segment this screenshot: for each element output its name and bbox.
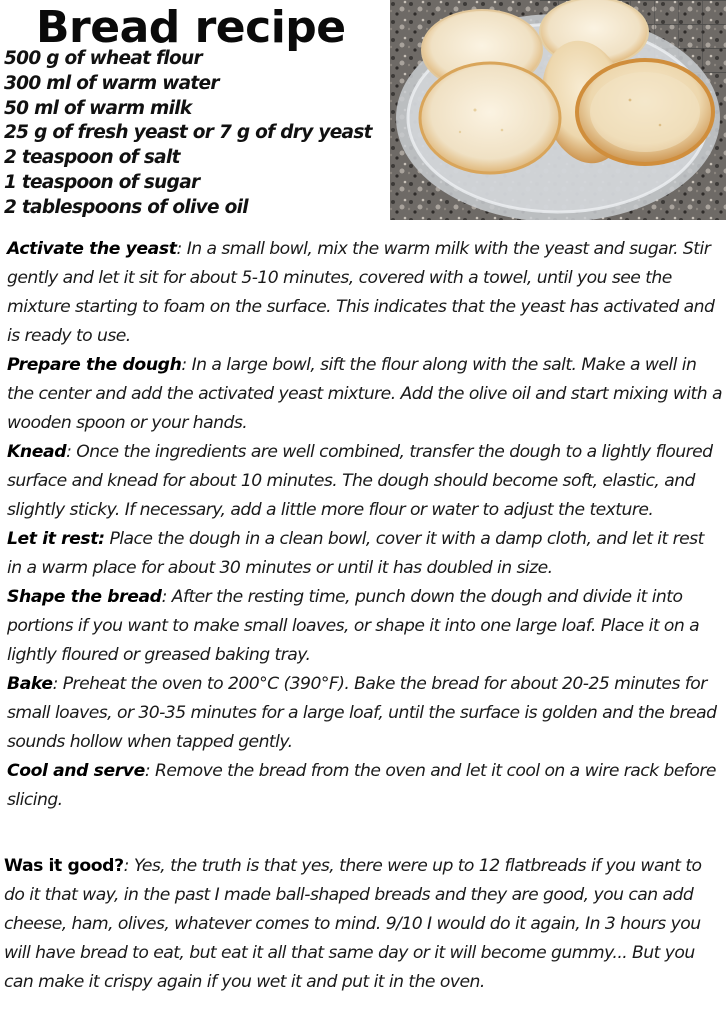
flatbreads-illustration xyxy=(390,0,726,220)
step-title: Bake xyxy=(7,674,53,694)
instruction-step: Cool and serve: Remove the bread from the oven and let it cool on a wire rack before slicing. xyxy=(7,761,716,810)
step-text: Place the dough in a clean bowl, cover it with a damp cloth, and let it rest in a warm place for about 30 minutes or until it has doubled in size. xyxy=(7,529,704,578)
ingredient-item: 500 g of wheat flour xyxy=(4,48,202,69)
step-text: Remove the bread from the oven and let it cool on a wire rack before slicing. xyxy=(7,761,716,810)
ingredient-list xyxy=(4,47,388,221)
instruction-step: Activate the yeast: In a small bowl, mix the warm milk with the yeast and sugar. Stir gently and let it sit for about 5-10 minutes, covered with a towel, until you see the mixture starting to foam on the surface. This indicates that the yeast has activated and is ready to use. xyxy=(7,239,715,346)
instruction-step: Shape the bread: After the resting time, punch down the dough and divide it into portions if you want to make small loaves, or shape it into one large loaf. Place it on a lightly floured or greased baking tray. xyxy=(7,587,700,665)
step-title: Activate the yeast xyxy=(7,239,177,259)
step-text: In a small bowl, mix the warm milk with the yeast and sugar. Stir gently and let it sit for about 5-10 minutes, covered with a towel, until you see the mixture starting to foam on the surface. This indicates that the yeast has activated and is ready to use. xyxy=(7,239,715,346)
review-paragraph: Was it good?: Yes, the truth is that yes, there were up to 12 flatbreads if you want to do it that way, in the past I made ball-shaped breads and they are good, you can add cheese, ham, olives, whatever comes to mind. 9/10 I would do it again, In 3 hours you will have bread to eat, but eat it all that same day or it will become gummy... But you can make it crispy again if you wet it and put it in the oven. xyxy=(4,856,702,992)
step-text: After the resting time, punch down the dough and divide it into portions if you want to make small loaves, or shape it into one large loaf. Place it on a lightly floured or greased baking tray. xyxy=(7,587,700,665)
instruction-step: Bake: Preheat the oven to 200°C (390°F). Bake the bread for about 20-25 minutes for small loaves, or 30-35 minutes for a large loaf, until the surface is golden and the bread sounds hollow when tapped gently. xyxy=(7,674,717,752)
step-text: Preheat the oven to 200°C (390°F). Bake the bread for about 20-25 minutes for small loaves, or 30-35 minutes for a large loaf, until the surface is golden and the bread sounds hollow when tapped gently. xyxy=(7,674,717,752)
instructions xyxy=(7,235,723,815)
step-title: Cool and serve xyxy=(7,761,145,781)
bread-photo xyxy=(390,0,726,220)
step-title: Shape the bread xyxy=(7,587,162,607)
ingredient-item: 1 teaspoon of sugar xyxy=(4,171,200,193)
ingredient-item: 50 ml of warm milk xyxy=(4,97,192,119)
ingredient-item: 300 ml of warm water xyxy=(4,72,219,94)
step-title: Knead xyxy=(7,442,67,462)
step-title: Prepare the dough xyxy=(7,355,182,375)
instruction-step: Prepare the dough: In a large bowl, sift the flour along with the salt. Make a well in the center and add the activated yeast mixture. Add the olive oil and start mixing with a wooden spoon or your hands. xyxy=(7,355,722,433)
ingredient-item: 2 teaspoon of salt xyxy=(4,147,180,169)
step-text: In a large bowl, sift the flour along with the salt. Make a well in the center and add the activated yeast mixture. Add the olive oil and start mixing with a wooden spoon or your hands. xyxy=(7,355,722,433)
ingredient-item: 25 g of fresh yeast or 7 g of dry yeast xyxy=(4,122,372,144)
review-label: Was it good? xyxy=(4,856,124,876)
instruction-step xyxy=(7,525,723,583)
review-text: Yes, the truth is that yes, there were up to 12 flatbreads if you want to do it that way, in the past I made ball-shaped breads and they are good, you can add cheese, ham, olives, whatever comes to mind. 9/10 I would do it again, In 3 hours you will have bread to eat, but eat it all that same day or it will become gummy... But you can make it crispy again if you wet it and put it in the oven. xyxy=(4,856,702,992)
instruction-step: Knead: Once the ingredients are well combined, transfer the dough to a lightly floured surface and knead for about 10 minutes. The dough should become soft, elastic, and slightly sticky. If necessary, add a little more flour or water to adjust the texture. xyxy=(7,442,713,520)
step-title: Let it rest: xyxy=(7,529,105,549)
step-text: Once the ingredients are well combined, transfer the dough to a lightly floured surface and knead for about 10 minutes. The dough should become soft, elastic, and slightly sticky. If necessary, add a little more flour or water to adjust the texture. xyxy=(7,442,713,520)
page-title: Bread recipe xyxy=(36,2,346,53)
ingredient-item: 2 tablespoons of olive oil xyxy=(4,196,248,218)
